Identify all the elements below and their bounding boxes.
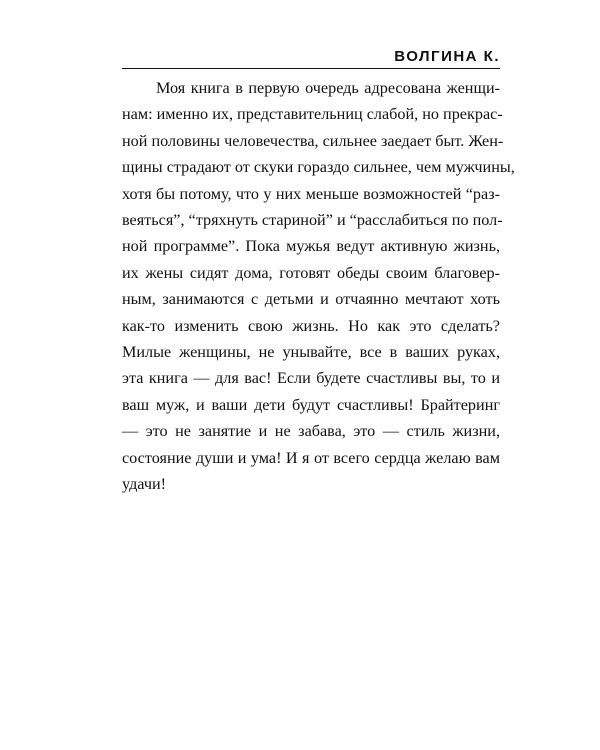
header-rule [122, 68, 500, 69]
running-head-author: ВОЛГИНА К. [394, 48, 500, 65]
text-line: нам: именно их, представительниц слабой, но прекрас- [122, 105, 503, 124]
text-line: веяться”, “тряхнуть стариной” и “расслабиться по пол- [122, 211, 503, 230]
text-line: ной половины человечества, сильнее заедает быт. Жен- [122, 131, 504, 150]
text-line: хотя бы потому, что у них меньше возможностей “раз- [122, 184, 500, 203]
text-line: состояние души и ума! И я от всего сердца желаю вам [122, 448, 500, 467]
text-line: удачи! [122, 475, 167, 494]
text-line: Моя книга в первую очередь адресована женщи- [156, 79, 500, 97]
text-line: — это не занятие и не забава, это — стиль жизни, [122, 422, 500, 441]
text-line: ной программе”. Пока мужья ведут активную жизнь, [122, 237, 500, 256]
running-head [122, 46, 500, 70]
text-line: ваш муж, и ваши дети будут счастливы! Брайтеринг [122, 395, 500, 414]
text-line: как-то изменить свою жизнь. Но как это сделать? [122, 316, 500, 335]
text-line: их жены сидят дома, готовят обеды своим благовер- [122, 263, 500, 282]
text-line: эта книга — для вас! Если будете счастливы вы, то и [122, 369, 500, 388]
body-paragraph [122, 75, 515, 498]
text-line: ным, занимаются с детьми и отчаянно мечтают хоть [122, 290, 500, 309]
text-line: щины страдают от скуки гораздо сильнее, чем мужчины, [122, 158, 515, 177]
text-line: Милые женщины, не унывайте, все в ваших руках, [122, 343, 500, 362]
